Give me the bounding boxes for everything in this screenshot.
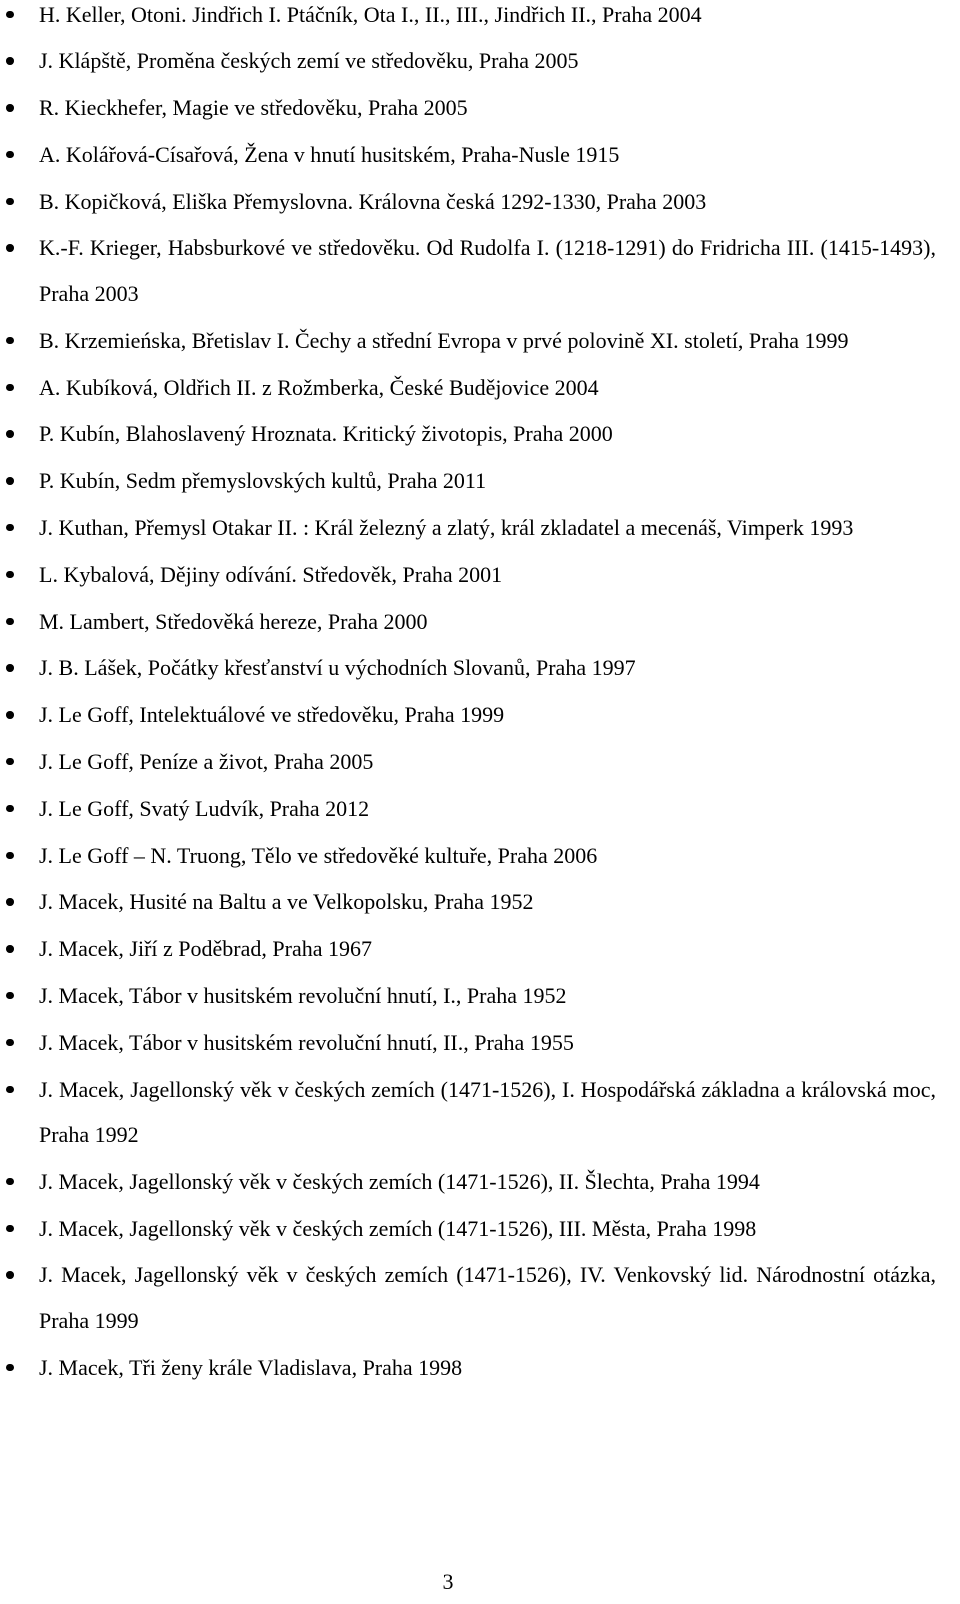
bibliography-item: J. Le Goff, Svatý Ludvík, Praha 2012 (39, 786, 936, 832)
bibliography-item: J. Macek, Tábor v husitském revoluční hnutí, II., Praha 1955 (39, 1020, 936, 1066)
bibliography-item: A. Kubíková, Oldřich II. z Rožmberka, České Budějovice 2004 (39, 365, 936, 411)
bibliography-item: J. B. Lášek, Počátky křesťanství u východních Slovanů, Praha 1997 (39, 645, 936, 691)
bibliography-item: J. Macek, Jagellonský věk v českých zemích (1471-1526), IV. Venkovský lid. Národnostní otázka, Praha 1999 (39, 1252, 936, 1343)
bibliography-item: B. Krzemieńska, Břetislav I. Čechy a střední Evropa v prvé polovině XI. století, Praha 1999 (39, 318, 936, 364)
bibliography-item: R. Kieckhefer, Magie ve středověku, Praha 2005 (39, 85, 936, 131)
bibliography-item: A. Kolářová-Císařová, Žena v hnutí husitském, Praha-Nusle 1915 (39, 132, 936, 178)
bibliography-item: L. Kybalová, Dějiny odívání. Středověk, Praha 2001 (39, 552, 936, 598)
bibliography-item: J. Macek, Husité na Baltu a ve Velkopolsku, Praha 1952 (39, 879, 936, 925)
bibliography-item: J. Macek, Tři ženy krále Vladislava, Praha 1998 (39, 1345, 936, 1391)
bibliography-item: J. Klápště, Proměna českých zemí ve středověku, Praha 2005 (39, 38, 936, 84)
bibliography-list (39, 0, 936, 1392)
page-number: 3 (442, 1569, 454, 1594)
bibliography-item: J. Le Goff, Peníze a život, Praha 2005 (39, 739, 936, 785)
bibliography-item: J. Le Goff – N. Truong, Tělo ve středověké kultuře, Praha 2006 (39, 833, 936, 879)
bibliography-item: J. Macek, Jagellonský věk v českých zemích (1471-1526), III. Města, Praha 1998 (39, 1206, 936, 1252)
bibliography-item: P. Kubín, Sedm přemyslovských kultů, Praha 2011 (39, 458, 936, 504)
bibliography-item: M. Lambert, Středověká hereze, Praha 2000 (39, 599, 936, 645)
bibliography-item: P. Kubín, Blahoslavený Hroznata. Kritický životopis, Praha 2000 (39, 411, 936, 457)
bibliography-item: J. Kuthan, Přemysl Otakar II. : Král železný a zlatý, král zkladatel a mecenáš, Vimperk 1993 (39, 505, 936, 551)
bibliography-item: B. Kopičková, Eliška Přemyslovna. Královna česká 1292-1330, Praha 2003 (39, 179, 936, 225)
bibliography-item: J. Macek, Jagellonský věk v českých zemích (1471-1526), I. Hospodářská základna a královská moc, Praha 1992 (39, 1067, 936, 1158)
bibliography-item: J. Le Goff, Intelektuálové ve středověku, Praha 1999 (39, 692, 936, 738)
bibliography-item: J. Macek, Jiří z Poděbrad, Praha 1967 (39, 926, 936, 972)
bibliography-item: J. Macek, Jagellonský věk v českých zemích (1471-1526), II. Šlechta, Praha 1994 (39, 1159, 936, 1205)
bibliography-item: H. Keller, Otoni. Jindřich I. Ptáčník, Ota I., II., III., Jindřich II., Praha 2004 (39, 0, 936, 37)
bibliography-item: J. Macek, Tábor v husitském revoluční hnutí, I., Praha 1952 (39, 973, 936, 1019)
bibliography-item: K.-F. Krieger, Habsburkové ve středověku. Od Rudolfa I. (1218-1291) do Fridricha III. (1415-1493), Praha 2003 (39, 225, 936, 316)
